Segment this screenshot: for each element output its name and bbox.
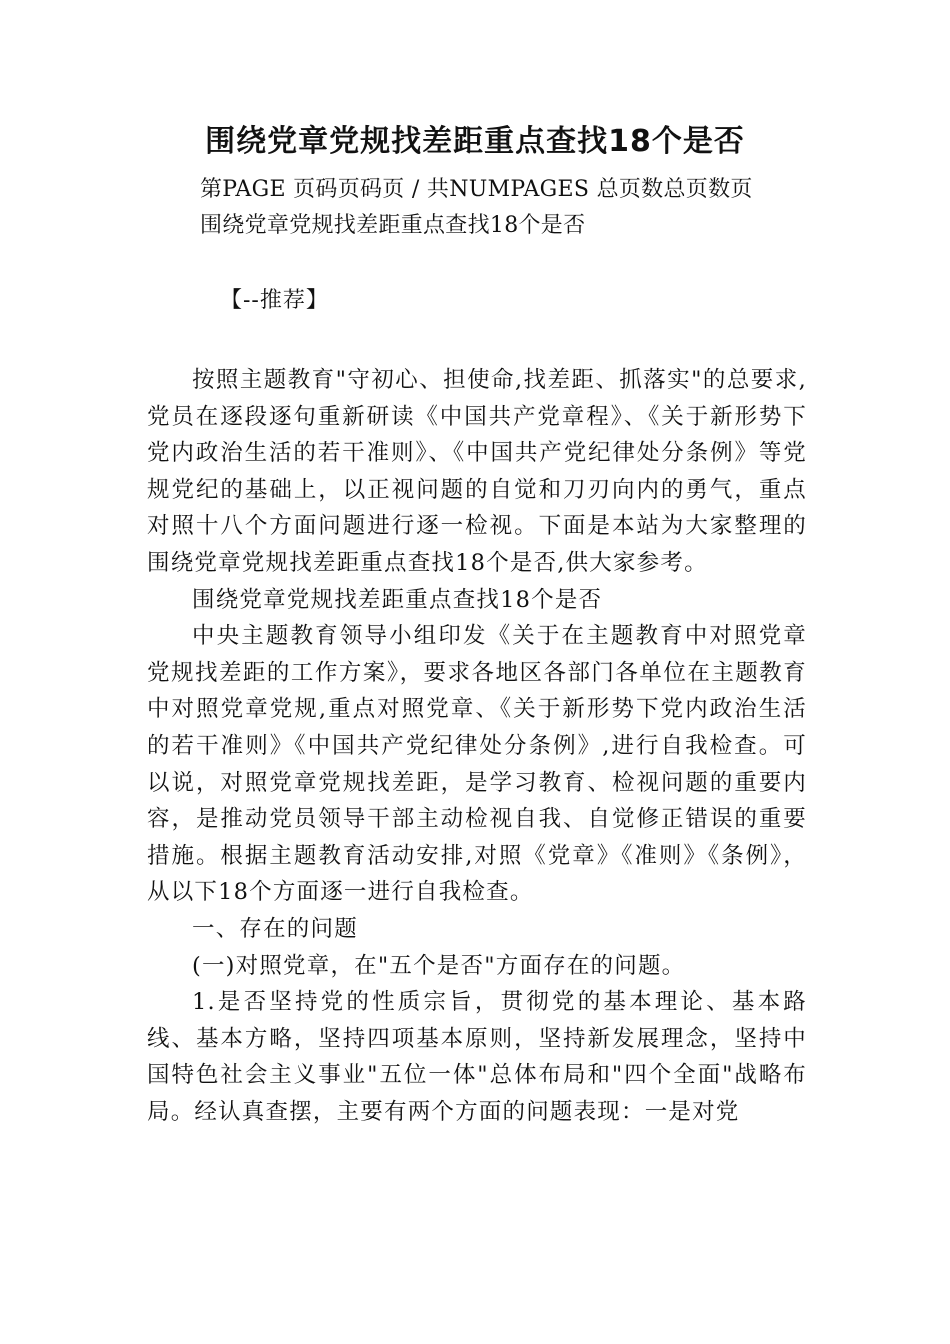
paragraph-intro: 按照主题教育"守初心、担使命,找差距、抓落实"的总要求,党员在逐段逐句重新研读《中国共产党章程》、《关于新形势下党内政治生活的若干准则》、《中国共产党纪律处分条例》等党规党纪的基础上，以正视问题的自觉和刀刃向内的勇气，重点对照十八个方面问题进行逐一检视。下面是本站为大家整理的围绕党章党规找差距重点查找18个是否,供大家参考。	[147, 367, 807, 576]
paragraph-item-1: 1.是否坚持党的性质宗旨，贯彻党的基本理论、基本路线、基本方略，坚持四项基本原则，坚持新发展理念，坚持中国特色社会主义事业"五位一体"总体布局和"四个全面"战略布局。经认真查摆，主要有两个方面的问题表现：一是对党	[147, 989, 807, 1125]
recommend-tag: 【--推荐】	[220, 288, 329, 313]
header-subtitle: 围绕党章党规找差距重点查找18个是否	[200, 213, 586, 238]
section-heading-problems: 一、存在的问题	[192, 915, 358, 942]
subsection-heading-five: (一)对照党章，在"五个是否"方面存在的问题。	[192, 952, 686, 979]
document-title: 围绕党章党规找差距重点查找18个是否	[205, 124, 745, 159]
document-body	[147, 362, 807, 1130]
header-page-field: 第PAGE 页码页码页 / 共NUMPAGES 总页数总页数页	[200, 177, 753, 202]
paragraph-subheading: 围绕党章党规找差距重点查找18个是否	[192, 586, 603, 613]
paragraph-background: 中央主题教育领导小组印发《关于在主题教育中对照党章党规找差距的工作方案》，要求各地区各部门各单位在主题教育中对照党章党规,重点对照党章、《关于新形势下党内政治生活的若干准则》《中国共产党纪律处分条例》,进行自我检查。可以说，对照党章党规找差距，是学习教育、检视问题的重要内容，是推动党员领导干部主动检视自我、自觉修正错误的重要措施。根据主题教育活动安排,对照《党章》《准则》《条例》，从以下18个方面逐一进行自我检查。	[147, 623, 807, 906]
